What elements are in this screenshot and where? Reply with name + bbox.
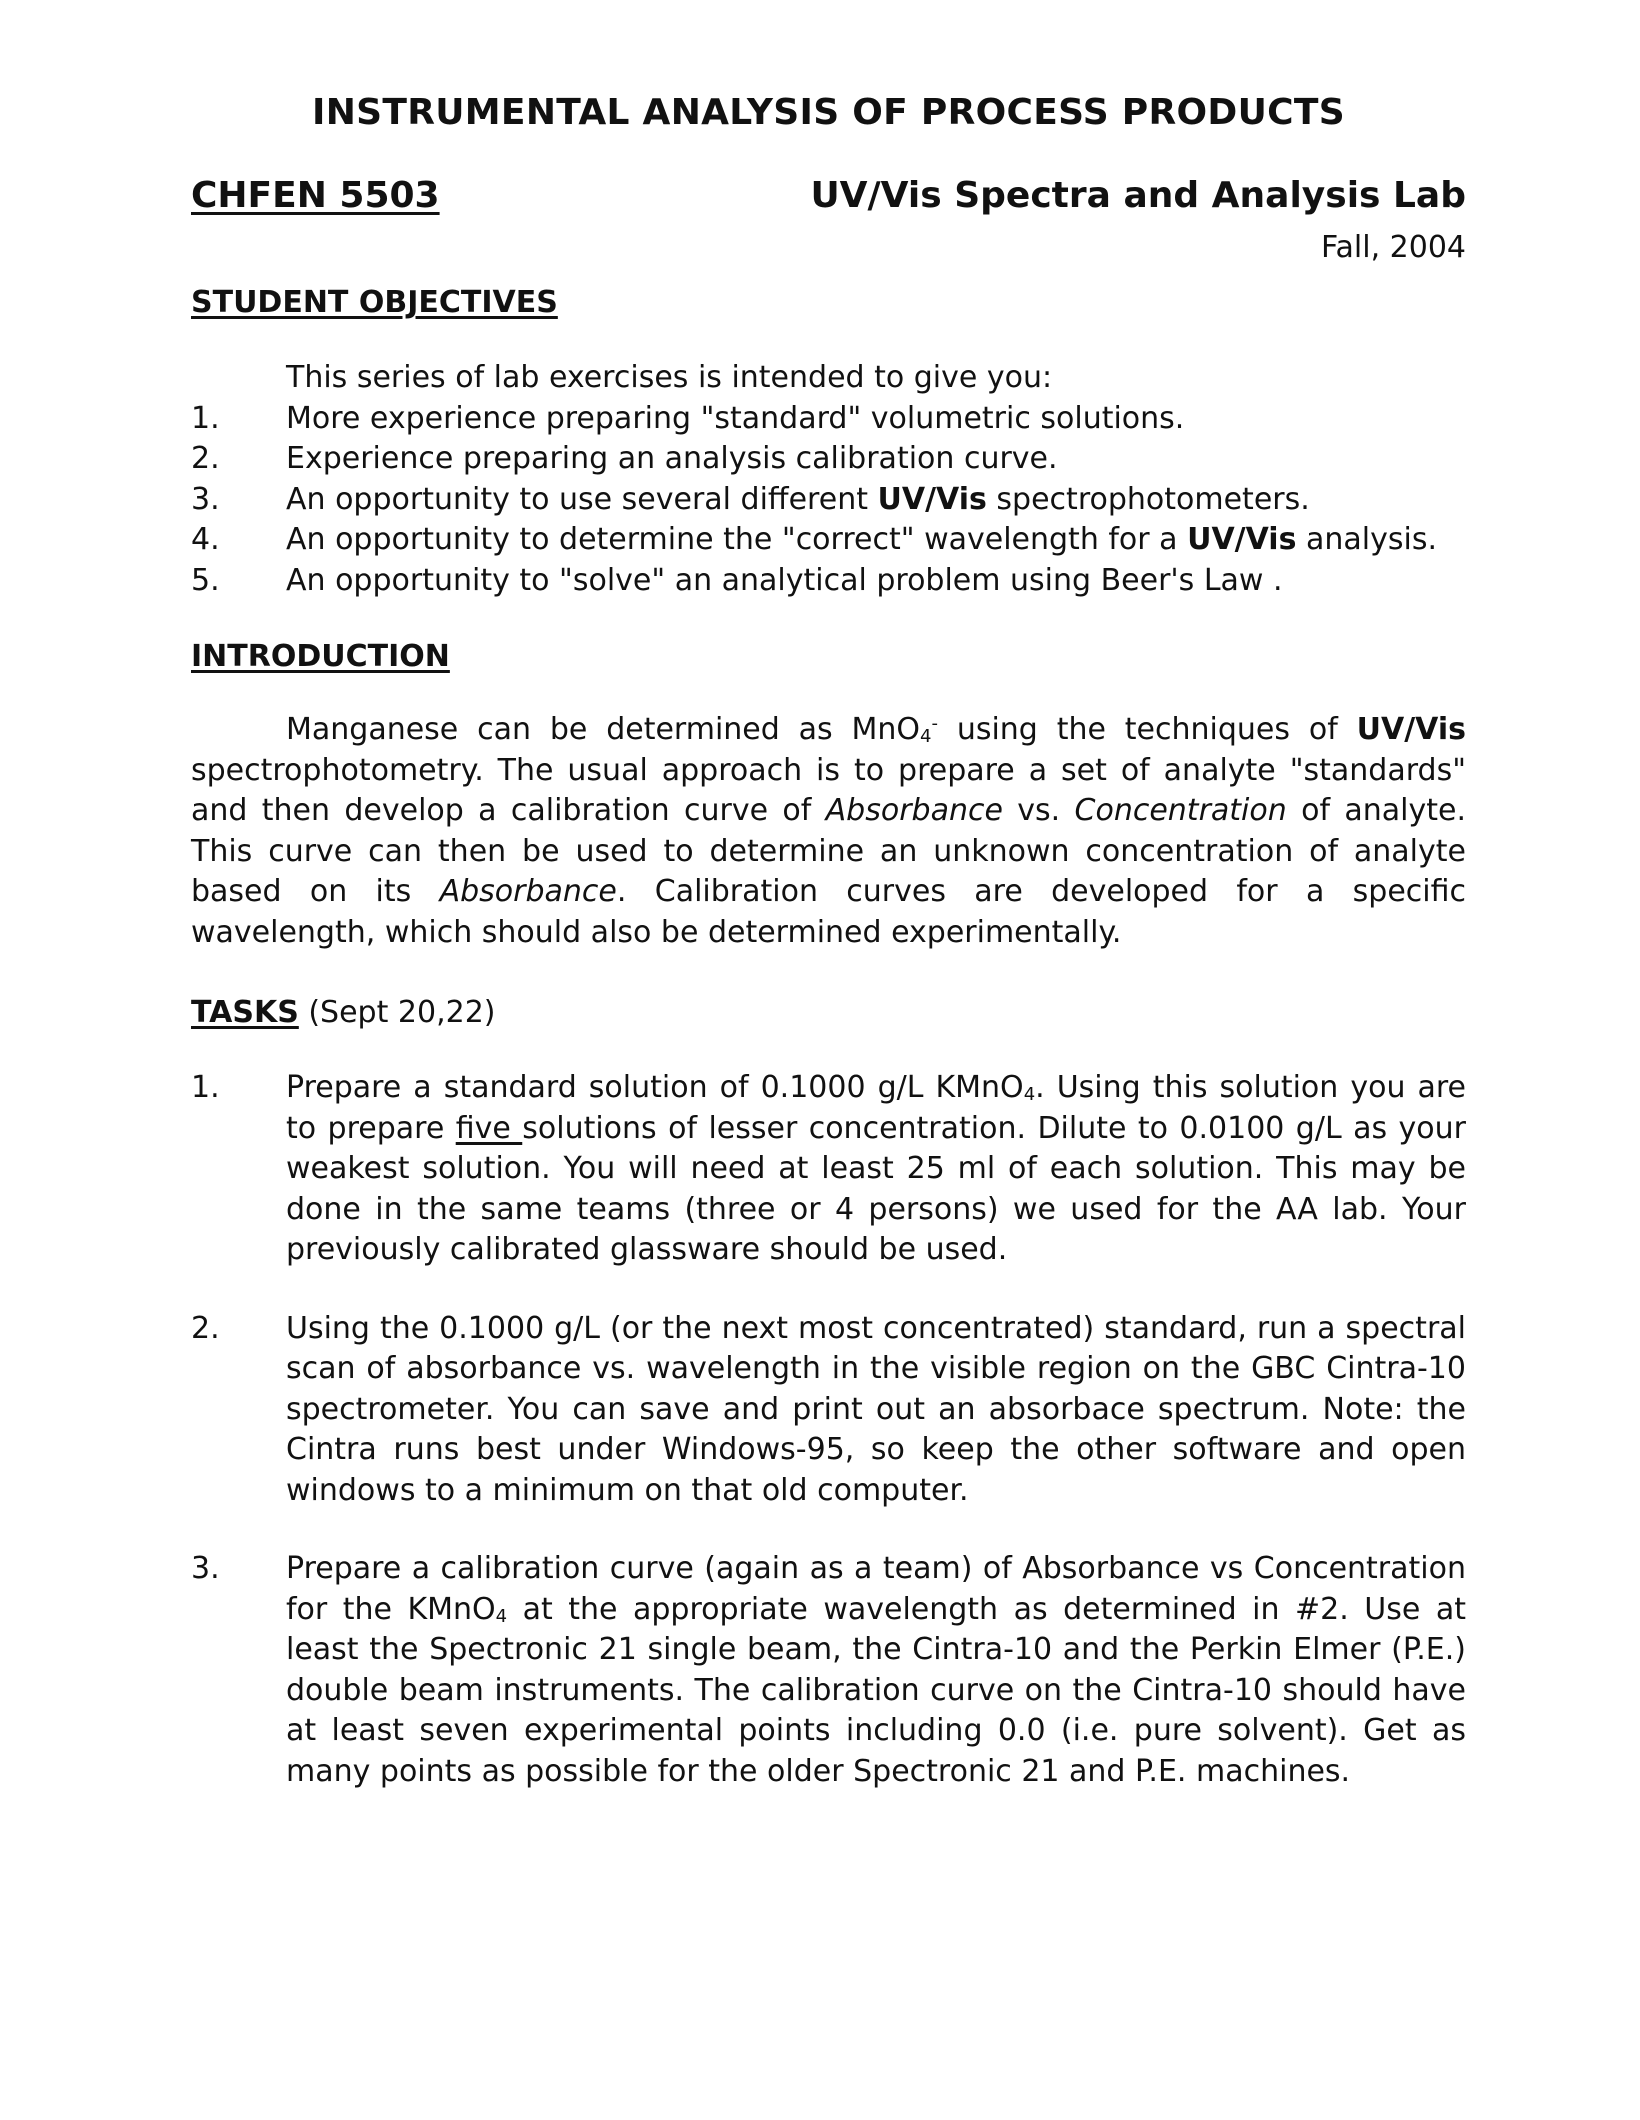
task-text: Using the 0.1000 g/L (or the next most concentrated) standard, run a spectral scan of absorbance vs. wavelength in the visible region on the GBC Cintra-10 spectrometer. You can save and print out an absorbace spectrum. Note: the Cintra runs best under Windows-95, so keep the other software and open windows to a minimum on that old computer.: [286, 1310, 1466, 1508]
tasks-heading-row: [191, 995, 1466, 1030]
introduction-heading: INTRODUCTION: [191, 639, 450, 674]
course-code: CHFEN 5503: [191, 175, 440, 216]
objective-item: [191, 561, 1466, 602]
document-title: INSTRUMENTAL ANALYSIS OF PROCESS PRODUCTS: [312, 92, 1345, 133]
task-item: [191, 1549, 1466, 1792]
task-number: 1.: [191, 1070, 220, 1105]
task-text: Prepare a calibration curve (again as a team) of Absorbance vs Concentration for the KMnO$_4$ at the appropriate wavelength as determined in #2. Use at least the Spectronic 21 single beam, the Cintra-10 and the Perkin Elmer (P.E.) double beam instruments. The calibration curve on the Cintra-10 should have at least seven experimental points including 0.0 (i.e. pure solvent). Get as many points as possible for the older Spectronic 21 and P.E. machines.: [286, 1551, 1466, 1789]
objective-number: 4.: [191, 522, 220, 557]
objective-text: More experience preparing "standard" volumetric solutions.: [286, 400, 1185, 436]
objective-text: An opportunity to determine the "correct" wavelength for a UV/Vis analysis.: [286, 522, 1437, 557]
document-page: [191, 92, 1466, 1830]
objective-text: An opportunity to "solve" an analytical problem using Beer's Law .: [286, 562, 1283, 598]
objectives-intro: This series of lab exercises is intended to give you:: [286, 360, 1053, 395]
objective-text: Experience preparing an analysis calibration curve.: [286, 441, 1058, 476]
task-text: Prepare a standard solution of 0.1000 g/L KMnO$_4$. Using this solution you are to prepare five solutions of lesser concentration. Dilute to 0.0100 g/L as your weakest solution. You will need at least 25 ml of each solution. This may be done in the same teams (three or 4 persons) we used for the AA lab. Your previously calibrated glassware should be used.: [286, 1070, 1467, 1267]
term-date: Fall, 2004: [1321, 230, 1466, 265]
objective-item: [191, 439, 1466, 480]
tasks-heading: TASKS: [191, 995, 299, 1030]
task-number: 2.: [191, 1310, 220, 1346]
task-number: 3.: [191, 1551, 220, 1586]
tasks-list: [191, 1068, 1466, 1792]
task-item: [191, 1309, 1466, 1512]
objectives-heading: STUDENT OBJECTIVES: [191, 285, 558, 320]
objective-number: 5.: [191, 562, 220, 598]
objective-text: An opportunity to use several different UV/Vis spectrophotometers.: [286, 481, 1310, 517]
objectives-list: [191, 358, 1466, 601]
objective-number: 1.: [191, 400, 220, 436]
tasks-dates: (Sept 20,22): [298, 995, 496, 1030]
objective-item: [191, 399, 1466, 440]
introduction-paragraph: Manganese can be determined as MnO$_4$- using the techniques of UV/Vis spectrophotometry. The usual approach is to prepare a set of analyte "standards" and then develop a calibration curve of Absorbance vs. Concentration of analyte. This curve can then be used to determine an unknown concentration of analyte based on its Absorbance. Calibration curves are developed for a specific wavelength, which should also be determined experimentally.: [191, 712, 1466, 950]
course-header: [191, 175, 1466, 216]
objective-number: 2.: [191, 441, 220, 476]
task-item: [191, 1068, 1466, 1271]
objective-number: 3.: [191, 481, 220, 517]
objective-item: [191, 480, 1466, 521]
lab-title: UV/Vis Spectra and Analysis Lab: [810, 175, 1466, 216]
objective-item: [191, 520, 1466, 561]
